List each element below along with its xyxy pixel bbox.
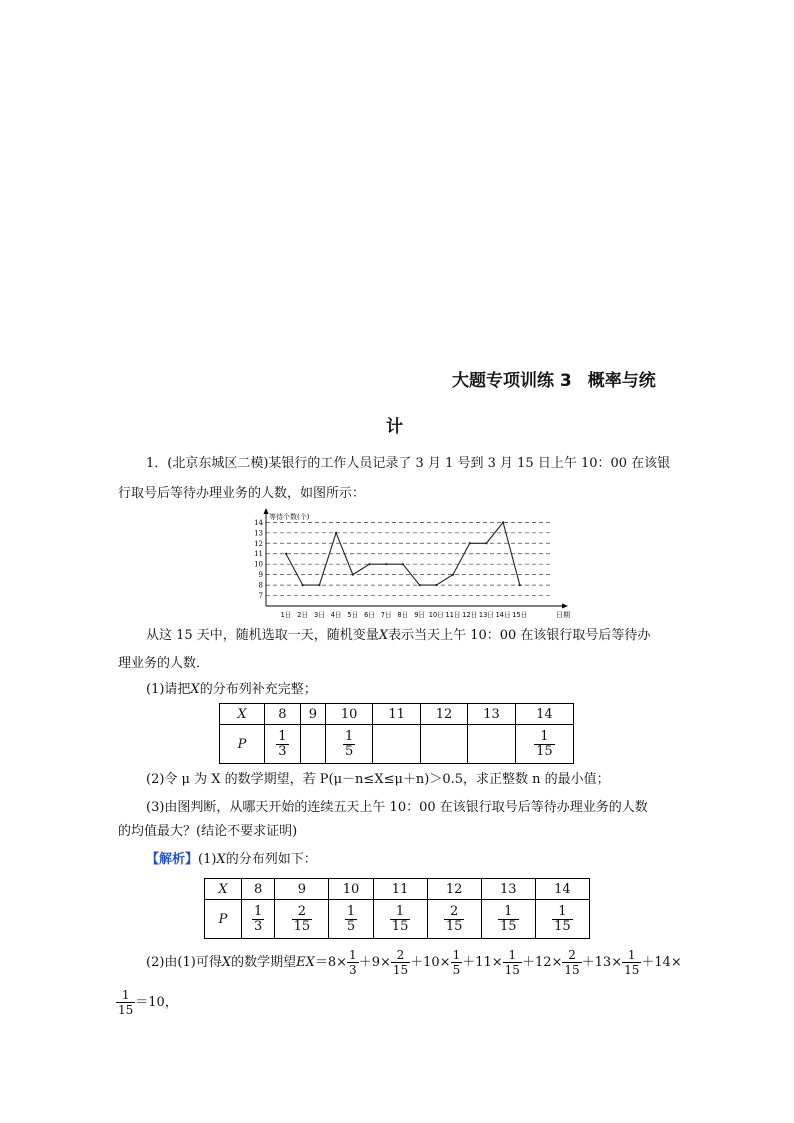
question-3-line1: (3)由图判断，从哪天开始的连续五天上午 10：00 在该银行取号后等待办理业务的人数	[146, 800, 648, 815]
eq-term-fraction	[391, 948, 410, 977]
x-tick-label: 15日	[512, 611, 528, 619]
data-point	[368, 563, 370, 565]
table2-p-cell	[373, 900, 427, 939]
fraction-denominator: 15	[392, 963, 409, 977]
y-tick-label: 9	[258, 571, 263, 580]
data-point	[485, 542, 487, 544]
table1-p-fraction	[534, 730, 555, 759]
fraction-denominator: 3	[349, 963, 357, 977]
eq-term-operator: ＋14×	[641, 955, 682, 970]
eq-line2-tail: ＝10，	[135, 995, 178, 1010]
eq-term-operator: ＝8×	[314, 955, 348, 970]
fraction-numerator: 1	[452, 948, 461, 962]
page-title	[452, 366, 656, 391]
fraction-numerator: 2	[562, 948, 581, 963]
x-axis-arrow	[562, 604, 568, 609]
x-axis-label: 日期	[556, 611, 570, 619]
y-tick-label: 7	[258, 592, 263, 601]
x-tick-label: 5日	[347, 611, 359, 619]
x-tick-label: 3日	[314, 611, 325, 619]
fraction-denominator: 15	[500, 918, 517, 934]
eq-terms	[314, 948, 682, 977]
fraction-numerator: 1	[503, 948, 522, 963]
table2-p-fraction	[390, 905, 411, 934]
table2-header-cell: 8	[242, 879, 275, 900]
table1-p-cell	[420, 725, 467, 764]
eq-term-fraction	[451, 948, 463, 977]
eq-var-x: X	[221, 955, 232, 970]
x-tick-label: 10日	[428, 611, 444, 619]
eq-text-b: 的数学期望	[231, 955, 297, 970]
fraction-numerator: 1	[552, 905, 573, 920]
solution-text-a: (1)	[198, 852, 217, 867]
table1-header-cell: 10	[325, 704, 372, 725]
y-axis-arrow	[264, 508, 269, 514]
table2-p-label: P	[205, 900, 242, 939]
table1-p-cell	[373, 725, 420, 764]
fraction-denominator: 5	[346, 918, 356, 934]
table2-p-cell	[242, 900, 275, 939]
fraction-denominator: 15	[445, 918, 463, 934]
distribution-table-complete	[204, 878, 590, 939]
distribution-table-blank	[219, 703, 574, 764]
fraction-numerator: 2	[444, 905, 465, 920]
table1-header-cell: 8	[265, 704, 301, 725]
table2-p-fraction	[444, 905, 465, 934]
data-point	[452, 574, 454, 576]
x-tick-label: 4日	[330, 611, 342, 619]
table1-p-fraction	[343, 730, 355, 759]
table2-p-row	[205, 900, 590, 939]
table1-header-cell: 13	[468, 704, 515, 725]
fraction-numerator: 1	[622, 948, 641, 963]
after-var-x: X	[378, 628, 389, 643]
data-point	[402, 563, 404, 565]
q1-var-x: X	[190, 682, 200, 697]
problem-after-chart-line1	[146, 622, 650, 650]
fraction-denominator: 5	[345, 743, 354, 759]
solution-var-x: X	[216, 852, 226, 867]
table2-p-cell	[427, 900, 481, 939]
question-2: (2)令 μ 为 X 的数学期望，若 P(μ－n≤X≤μ＋n)＞0.5，求正整数 n 的最小值；	[146, 772, 610, 787]
x-tick-label: 1日	[280, 611, 292, 619]
y-tick-label: 13	[254, 529, 263, 538]
q1-text-b: 的分布列补充完整；	[199, 682, 317, 697]
fraction-numerator: 1	[278, 728, 287, 744]
problem-after-chart-line2: 理业务的人数．	[118, 656, 210, 671]
eq-term-operator: ＋12×	[521, 955, 563, 970]
table1-p-label: P	[220, 725, 265, 764]
eq-term-operator: ＋11×	[462, 955, 503, 970]
fraction-denominator: 15	[554, 918, 571, 934]
fraction-numerator: 1	[254, 903, 263, 919]
y-tick-label: 10	[254, 560, 263, 569]
table1-p-cell	[325, 725, 372, 764]
x-tick-label: 11日	[445, 611, 461, 619]
table1-p-row	[220, 725, 574, 764]
eq-line2-fraction	[116, 988, 135, 1017]
data-point	[335, 532, 337, 534]
table2-header-cell: 9	[275, 879, 329, 900]
table2-p-fraction	[498, 905, 519, 934]
problem-intro-line1: 1．(北京东城区二模)某银行的工作人员记录了 3 月 1 号到 3 月 15 日上午 10：00 在该银	[146, 456, 671, 471]
table1-header-row	[220, 704, 574, 725]
eq-term-fraction	[347, 948, 359, 977]
fraction-numerator: 1	[349, 948, 357, 962]
fraction-numerator: 1	[534, 730, 555, 745]
eq-term-operator: ＋10×	[410, 955, 451, 970]
x-tick-label: 7日	[380, 611, 392, 619]
eq-term-operator: ＋13×	[581, 955, 623, 970]
data-point	[469, 542, 471, 544]
table1-p-cell	[300, 725, 325, 764]
table1-p-cell	[515, 725, 573, 764]
fraction-denominator: 3	[278, 743, 287, 759]
eq-term-fraction	[562, 948, 581, 977]
data-point	[502, 521, 504, 523]
fraction-denominator: 15	[624, 963, 640, 977]
eq-line2-den: 15	[118, 1003, 134, 1017]
question-1	[146, 676, 317, 704]
table2-p-cell	[481, 900, 535, 939]
q1-text-a: (1)请把	[146, 682, 191, 697]
x-tick-label: 12日	[462, 611, 478, 619]
table1-header-cell: X	[220, 704, 265, 725]
table2-p-cell	[329, 900, 373, 939]
table1-p-fraction	[276, 730, 288, 759]
eq-text-a: (2)由(1)可得	[146, 955, 222, 970]
eq-term-fraction	[622, 948, 641, 977]
data-point	[435, 584, 437, 586]
data-point	[352, 574, 354, 576]
y-tick-label: 8	[258, 581, 263, 590]
eq-ex: EX	[296, 955, 315, 970]
title-part2: 概率与统	[587, 371, 656, 391]
x-tick-label: 2日	[297, 611, 309, 619]
data-point	[419, 584, 421, 586]
fraction-denominator: 5	[452, 963, 461, 977]
fraction-numerator: 1	[345, 728, 354, 744]
fraction-numerator: 1	[390, 905, 411, 920]
y-tick-label: 14	[254, 518, 263, 527]
y-tick-label: 11	[254, 550, 263, 559]
x-tick-label: 9日	[414, 611, 425, 619]
table2-p-cell	[535, 900, 589, 939]
table2-header-cell: 14	[535, 879, 589, 900]
expectation-equation-line1	[146, 948, 682, 977]
eq-term-fraction	[503, 948, 522, 977]
table2-header-cell: 13	[481, 879, 535, 900]
table2-p-fraction	[292, 905, 313, 934]
fraction-denominator: 15	[536, 743, 553, 759]
waiting-count-line-chart	[252, 508, 574, 620]
eq-term-operator: ＋9×	[358, 955, 391, 970]
table1-p-cell	[265, 725, 301, 764]
table2-p-fraction	[345, 905, 357, 934]
data-point	[385, 563, 387, 565]
table1-header-cell: 11	[373, 704, 420, 725]
data-point	[519, 584, 521, 586]
y-axis-label: 等待个数(个)	[269, 513, 310, 521]
table1-p-cell	[468, 725, 515, 764]
fraction-numerator: 2	[292, 905, 313, 920]
title-part1: 大题专项训练 3	[452, 371, 572, 391]
x-tick-label: 6日	[364, 611, 375, 619]
solution-text-b: 的分布列如下：	[225, 852, 317, 867]
data-point	[302, 584, 304, 586]
fraction-numerator: 1	[498, 905, 519, 920]
fraction-denominator: 15	[391, 918, 409, 934]
fraction-denominator: 15	[564, 963, 580, 977]
fraction-denominator: 3	[254, 918, 263, 934]
table2-header-row	[205, 879, 590, 900]
fraction-numerator: 2	[391, 948, 410, 963]
table2-p-fraction	[252, 905, 264, 934]
table2-header-cell: X	[205, 879, 242, 900]
expectation-equation-line2	[116, 988, 178, 1017]
eq-line2-num: 1	[116, 988, 135, 1003]
after-text-b: 表示当天上午 10：00 在该银行取号后等待办	[388, 628, 651, 643]
data-point	[285, 553, 287, 555]
table1-header-cell: 12	[420, 704, 467, 725]
table2-p-cell	[275, 900, 329, 939]
x-tick-label: 8日	[397, 611, 409, 619]
solution-intro	[146, 846, 317, 874]
fraction-denominator: 15	[293, 918, 311, 934]
problem-intro-line2: 行取号后等待办理业务的人数，如图所示：	[118, 486, 366, 501]
table1-header-cell: 14	[515, 704, 573, 725]
after-text-a: 从这 15 天中，随机选取一天，随机变量	[146, 628, 379, 643]
table2-header-cell: 10	[329, 879, 373, 900]
table2-header-cell: 12	[427, 879, 481, 900]
x-tick-label: 13日	[478, 611, 494, 619]
data-point	[318, 584, 320, 586]
solution-mark: 【解析】	[146, 852, 199, 867]
table1-header-cell: 9	[300, 704, 325, 725]
fraction-denominator: 15	[504, 963, 520, 977]
x-tick-label: 14日	[495, 611, 511, 619]
question-3-line2: 的均值最大？(结论不要求证明)	[118, 824, 298, 839]
y-tick-label: 12	[254, 539, 263, 548]
table2-p-fraction	[552, 905, 573, 934]
fraction-numerator: 1	[346, 903, 356, 919]
table2-header-cell: 11	[373, 879, 427, 900]
page-title-continued: 计	[386, 417, 403, 437]
